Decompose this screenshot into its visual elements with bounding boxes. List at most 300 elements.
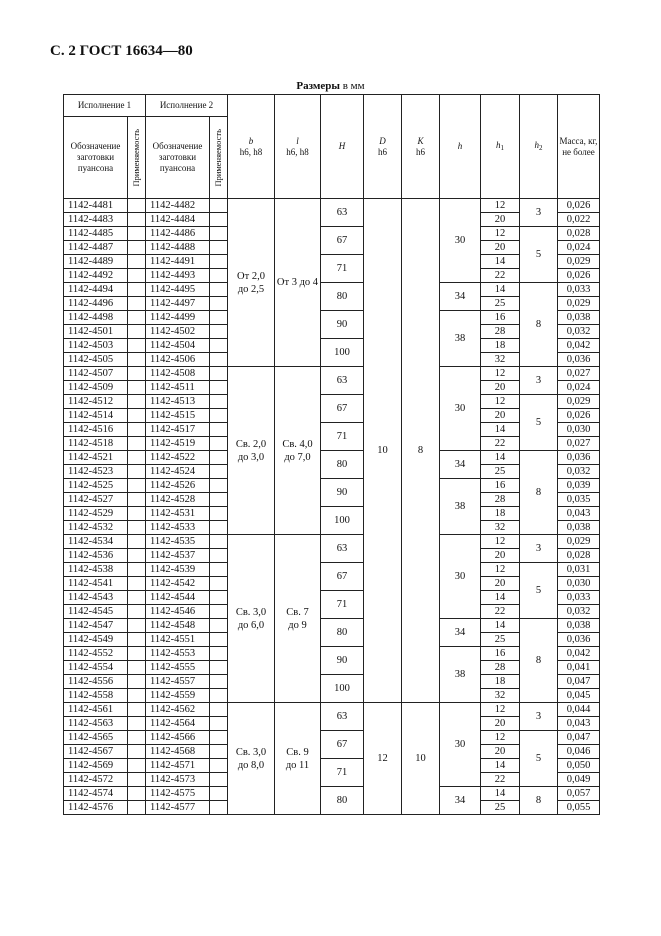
cell-h: 34 (440, 787, 481, 815)
cell-H: 90 (321, 311, 364, 339)
cell-h1: 22 (481, 269, 520, 283)
exec2-applicability (210, 731, 228, 745)
cell-mass: 0,057 (558, 787, 600, 801)
cell-h1: 18 (481, 339, 520, 353)
exec1-applicability (128, 353, 146, 367)
exec2-applicability (210, 269, 228, 283)
exec1-code: 1142-4561 (64, 703, 128, 717)
exec2-applicability (210, 479, 228, 493)
exec2-code: 1142-4566 (146, 731, 210, 745)
cell-H: 80 (321, 451, 364, 479)
exec1-applicability (128, 633, 146, 647)
cell-mass: 0,039 (558, 479, 600, 493)
cell-H: 80 (321, 619, 364, 647)
exec1-code: 1142-4527 (64, 493, 128, 507)
exec1-code: 1142-4481 (64, 199, 128, 213)
cell-h1: 20 (481, 241, 520, 255)
header-H (321, 95, 364, 199)
exec2-code: 1142-4544 (146, 591, 210, 605)
cell-h1: 12 (481, 395, 520, 409)
exec1-applicability (128, 213, 146, 227)
exec1-code: 1142-4512 (64, 395, 128, 409)
exec1-code: 1142-4521 (64, 451, 128, 465)
cell-mass: 0,028 (558, 549, 600, 563)
cell-mass: 0,022 (558, 213, 600, 227)
exec1-applicability (128, 535, 146, 549)
exec1-code: 1142-4514 (64, 409, 128, 423)
table-row (64, 703, 600, 717)
exec1-code: 1142-4556 (64, 675, 128, 689)
cell-H: 90 (321, 647, 364, 675)
cell-h2: 5 (520, 731, 558, 787)
exec1-applicability (128, 311, 146, 325)
cell-mass: 0,044 (558, 703, 600, 717)
cell-h1: 14 (481, 283, 520, 297)
exec1-applicability (128, 591, 146, 605)
exec1-code: 1142-4518 (64, 437, 128, 451)
exec1-applicability (128, 689, 146, 703)
exec1-applicability (128, 549, 146, 563)
exec1-code: 1142-4485 (64, 227, 128, 241)
exec1-applicability (128, 367, 146, 381)
cell-H: 71 (321, 255, 364, 283)
exec1-code: 1142-4487 (64, 241, 128, 255)
exec1-applicability (128, 423, 146, 437)
exec2-code: 1142-4491 (146, 255, 210, 269)
exec1-applicability (128, 731, 146, 745)
exec2-applicability (210, 325, 228, 339)
exec1-applicability (128, 199, 146, 213)
cell-mass: 0,029 (558, 297, 600, 311)
cell-H: 67 (321, 395, 364, 423)
exec1-code: 1142-4572 (64, 773, 128, 787)
cell-h1: 14 (481, 759, 520, 773)
cell-h1: 16 (481, 311, 520, 325)
cell-h1: 14 (481, 591, 520, 605)
exec2-applicability (210, 661, 228, 675)
cell-h2: 3 (520, 199, 558, 227)
cell-h1: 32 (481, 689, 520, 703)
cell-h1: 28 (481, 661, 520, 675)
exec2-applicability (210, 605, 228, 619)
table-row (64, 731, 600, 745)
cell-h: 30 (440, 367, 481, 451)
cell-mass: 0,029 (558, 395, 600, 409)
exec2-applicability (210, 493, 228, 507)
exec1-code: 1142-4532 (64, 521, 128, 535)
exec2-applicability (210, 255, 228, 269)
exec2-applicability (210, 213, 228, 227)
header-b-symbol: b (248, 135, 254, 146)
exec2-code: 1142-4535 (146, 535, 210, 549)
exec1-applicability (128, 255, 146, 269)
cell-h1: 22 (481, 437, 520, 451)
exec1-code: 1142-4567 (64, 745, 128, 759)
cell-h1: 14 (481, 255, 520, 269)
cell-H: 71 (321, 423, 364, 451)
cell-mass: 0,047 (558, 731, 600, 745)
exec2-applicability (210, 675, 228, 689)
exec2-code: 1142-4528 (146, 493, 210, 507)
exec2-applicability (210, 619, 228, 633)
cell-mass: 0,047 (558, 675, 600, 689)
header-K (402, 95, 440, 199)
table-row (64, 479, 600, 493)
header-h2-sub: 2 (539, 143, 543, 152)
cell-K: 10 (402, 703, 440, 815)
exec2-code: 1142-4493 (146, 269, 210, 283)
exec1-applicability (128, 409, 146, 423)
cell-b: Св. 3,0 до 8,0 (228, 703, 275, 815)
exec1-applicability (128, 703, 146, 717)
cell-mass: 0,043 (558, 717, 600, 731)
cell-H: 63 (321, 367, 364, 395)
exec1-code: 1142-4483 (64, 213, 128, 227)
cell-h2: 8 (520, 283, 558, 367)
exec1-code: 1142-4569 (64, 759, 128, 773)
header-h2-symbol: h (534, 139, 539, 150)
exec1-code: 1142-4574 (64, 787, 128, 801)
table-row (64, 563, 600, 577)
cell-mass: 0,042 (558, 647, 600, 661)
exec2-code: 1142-4577 (146, 801, 210, 815)
exec2-code: 1142-4495 (146, 283, 210, 297)
exec2-applicability (210, 773, 228, 787)
exec1-applicability (128, 297, 146, 311)
cell-mass: 0,032 (558, 465, 600, 479)
exec1-code: 1142-4545 (64, 605, 128, 619)
table-row (64, 367, 600, 381)
header-D (364, 95, 402, 199)
exec2-applicability (210, 227, 228, 241)
exec1-applicability (128, 339, 146, 353)
exec2-code: 1142-4542 (146, 577, 210, 591)
exec1-applicability (128, 563, 146, 577)
exec1-applicability (128, 647, 146, 661)
cell-h1: 20 (481, 549, 520, 563)
cell-mass: 0,046 (558, 745, 600, 759)
cell-b: Св. 2,0 до 3,0 (228, 367, 275, 535)
exec2-code: 1142-4506 (146, 353, 210, 367)
table-row (64, 311, 600, 325)
header-applicability-2 (210, 117, 228, 199)
exec2-code: 1142-4553 (146, 647, 210, 661)
exec2-code: 1142-4557 (146, 675, 210, 689)
cell-h1: 18 (481, 507, 520, 521)
cell-l: От 3 до 4 (275, 199, 321, 367)
exec1-applicability (128, 619, 146, 633)
exec2-applicability (210, 717, 228, 731)
header-l-symbol: l (296, 135, 299, 146)
cell-h1: 12 (481, 535, 520, 549)
cell-H: 80 (321, 283, 364, 311)
exec2-applicability (210, 367, 228, 381)
table-row (64, 451, 600, 465)
cell-mass: 0,026 (558, 409, 600, 423)
cell-mass: 0,030 (558, 577, 600, 591)
exec1-applicability (128, 787, 146, 801)
exec1-code: 1142-4541 (64, 577, 128, 591)
exec2-code: 1142-4524 (146, 465, 210, 479)
cell-h1: 22 (481, 605, 520, 619)
exec2-code: 1142-4531 (146, 507, 210, 521)
header-D-tol: h6 (378, 146, 387, 157)
exec2-code: 1142-4573 (146, 773, 210, 787)
table-row (64, 395, 600, 409)
cell-h1: 14 (481, 787, 520, 801)
exec2-code: 1142-4508 (146, 367, 210, 381)
exec1-applicability (128, 605, 146, 619)
cell-mass: 0,027 (558, 367, 600, 381)
exec2-applicability (210, 437, 228, 451)
exec1-applicability (128, 521, 146, 535)
header-K-symbol: K (417, 135, 424, 146)
cell-mass: 0,032 (558, 325, 600, 339)
cell-H: 67 (321, 227, 364, 255)
cell-h2: 5 (520, 227, 558, 283)
cell-mass: 0,036 (558, 451, 600, 465)
cell-mass: 0,038 (558, 521, 600, 535)
header-b-tol: h6, h8 (239, 146, 263, 157)
units-caption-bold: Размеры (296, 80, 340, 92)
exec2-code: 1142-4562 (146, 703, 210, 717)
exec2-applicability (210, 563, 228, 577)
cell-h1: 25 (481, 465, 520, 479)
exec1-code: 1142-4576 (64, 801, 128, 815)
cell-h2: 8 (520, 787, 558, 815)
cell-h: 38 (440, 311, 481, 367)
exec2-applicability (210, 507, 228, 521)
header-H-symbol: H (338, 141, 346, 151)
exec2-code: 1142-4502 (146, 325, 210, 339)
cell-h1: 18 (481, 675, 520, 689)
exec1-code: 1142-4498 (64, 311, 128, 325)
cell-b: От 2,0 до 2,5 (228, 199, 275, 367)
header-b (228, 95, 275, 199)
exec2-code: 1142-4571 (146, 759, 210, 773)
exec1-code: 1142-4516 (64, 423, 128, 437)
cell-mass: 0,033 (558, 591, 600, 605)
header-applicability-1 (128, 117, 146, 199)
cell-H: 67 (321, 563, 364, 591)
exec2-code: 1142-4513 (146, 395, 210, 409)
cell-mass: 0,026 (558, 199, 600, 213)
cell-H: 80 (321, 787, 364, 815)
exec2-code: 1142-4486 (146, 227, 210, 241)
cell-h1: 14 (481, 451, 520, 465)
exec2-code: 1142-4559 (146, 689, 210, 703)
cell-h1: 12 (481, 731, 520, 745)
exec2-code: 1142-4482 (146, 199, 210, 213)
exec1-code: 1142-4552 (64, 647, 128, 661)
cell-h1: 32 (481, 353, 520, 367)
cell-mass: 0,043 (558, 507, 600, 521)
cell-H: 63 (321, 535, 364, 563)
exec2-applicability (210, 283, 228, 297)
exec2-code: 1142-4526 (146, 479, 210, 493)
cell-H: 90 (321, 479, 364, 507)
cell-l: Св. 4,0 до 7,0 (275, 367, 321, 535)
cell-mass: 0,030 (558, 423, 600, 437)
exec1-applicability (128, 745, 146, 759)
exec1-applicability (128, 577, 146, 591)
exec2-code: 1142-4539 (146, 563, 210, 577)
exec2-code: 1142-4533 (146, 521, 210, 535)
cell-h1: 25 (481, 633, 520, 647)
exec1-code: 1142-4565 (64, 731, 128, 745)
exec2-applicability (210, 647, 228, 661)
cell-H: 63 (321, 703, 364, 731)
cell-h1: 25 (481, 801, 520, 815)
exec2-applicability (210, 353, 228, 367)
cell-H: 100 (321, 675, 364, 703)
header-h1-symbol: h (496, 139, 501, 150)
header-h2 (520, 95, 558, 199)
header-designation-2: Обозначение заготовки пуансона (146, 117, 210, 199)
exec2-applicability (210, 521, 228, 535)
exec2-applicability (210, 395, 228, 409)
header-applicability-2-text: Применяемость (213, 128, 223, 187)
exec2-code: 1142-4548 (146, 619, 210, 633)
exec1-applicability (128, 269, 146, 283)
cell-H: 67 (321, 731, 364, 759)
cell-K: 8 (402, 199, 440, 703)
cell-h2: 8 (520, 619, 558, 703)
table-body (64, 199, 600, 815)
header-l (275, 95, 321, 199)
exec2-code: 1142-4537 (146, 549, 210, 563)
cell-mass: 0,045 (558, 689, 600, 703)
table-row (64, 535, 600, 549)
exec1-applicability (128, 759, 146, 773)
exec1-code: 1142-4529 (64, 507, 128, 521)
cell-mass: 0,049 (558, 773, 600, 787)
cell-h1: 14 (481, 619, 520, 633)
cell-h1: 16 (481, 479, 520, 493)
exec2-applicability (210, 423, 228, 437)
exec2-applicability (210, 535, 228, 549)
cell-h1: 12 (481, 563, 520, 577)
exec1-applicability (128, 717, 146, 731)
cell-h1: 20 (481, 745, 520, 759)
cell-mass: 0,027 (558, 437, 600, 451)
exec1-code: 1142-4496 (64, 297, 128, 311)
table-row (64, 647, 600, 661)
cell-D: 10 (364, 199, 402, 703)
header-K-tol: h6 (416, 146, 425, 157)
cell-mass: 0,036 (558, 353, 600, 367)
header-h-symbol: h (457, 141, 463, 151)
exec2-code: 1142-4519 (146, 437, 210, 451)
cell-mass: 0,042 (558, 339, 600, 353)
cell-mass: 0,038 (558, 311, 600, 325)
exec2-applicability (210, 199, 228, 213)
table-row (64, 283, 600, 297)
exec2-applicability (210, 311, 228, 325)
exec2-applicability (210, 577, 228, 591)
exec1-code: 1142-4501 (64, 325, 128, 339)
exec1-applicability (128, 507, 146, 521)
table-row (64, 759, 600, 773)
exec2-code: 1142-4546 (146, 605, 210, 619)
exec1-code: 1142-4523 (64, 465, 128, 479)
exec2-applicability (210, 241, 228, 255)
cell-mass: 0,029 (558, 535, 600, 549)
exec2-applicability (210, 549, 228, 563)
exec1-code: 1142-4538 (64, 563, 128, 577)
cell-h1: 32 (481, 521, 520, 535)
cell-mass: 0,028 (558, 227, 600, 241)
exec1-code: 1142-4554 (64, 661, 128, 675)
cell-h: 38 (440, 647, 481, 703)
exec2-applicability (210, 759, 228, 773)
cell-h: 34 (440, 283, 481, 311)
cell-mass: 0,029 (558, 255, 600, 269)
cell-l: Св. 9 до 11 (275, 703, 321, 815)
cell-D: 12 (364, 703, 402, 815)
exec1-applicability (128, 675, 146, 689)
exec2-code: 1142-4515 (146, 409, 210, 423)
exec1-code: 1142-4558 (64, 689, 128, 703)
exec2-applicability (210, 297, 228, 311)
cell-h1: 20 (481, 577, 520, 591)
exec1-code: 1142-4536 (64, 549, 128, 563)
header-l-tol: h6, h8 (286, 146, 309, 157)
exec2-applicability (210, 339, 228, 353)
exec2-code: 1142-4488 (146, 241, 210, 255)
exec2-applicability (210, 409, 228, 423)
exec2-applicability (210, 451, 228, 465)
exec1-applicability (128, 451, 146, 465)
header-exec1: Исполнение 1 (64, 95, 146, 117)
cell-mass: 0,050 (558, 759, 600, 773)
exec2-code: 1142-4522 (146, 451, 210, 465)
table-row (64, 675, 600, 689)
exec1-code: 1142-4525 (64, 479, 128, 493)
exec2-code: 1142-4555 (146, 661, 210, 675)
exec2-code: 1142-4517 (146, 423, 210, 437)
cell-h: 34 (440, 451, 481, 479)
exec1-applicability (128, 381, 146, 395)
cell-mass: 0,033 (558, 283, 600, 297)
units-caption-rest: в мм (339, 80, 365, 92)
table-row (64, 591, 600, 605)
cell-mass: 0,041 (558, 661, 600, 675)
header-designation-1: Обозначение заготовки пуансона (64, 117, 128, 199)
table-row (64, 255, 600, 269)
exec1-applicability (128, 479, 146, 493)
cell-h2: 8 (520, 451, 558, 535)
exec2-code: 1142-4497 (146, 297, 210, 311)
exec1-code: 1142-4494 (64, 283, 128, 297)
cell-h1: 14 (481, 423, 520, 437)
cell-h: 30 (440, 535, 481, 619)
cell-h: 38 (440, 479, 481, 535)
cell-h1: 20 (481, 409, 520, 423)
cell-mass: 0,055 (558, 801, 600, 815)
exec2-applicability (210, 591, 228, 605)
cell-h: 34 (440, 619, 481, 647)
exec1-applicability (128, 325, 146, 339)
exec1-code: 1142-4509 (64, 381, 128, 395)
exec1-code: 1142-4489 (64, 255, 128, 269)
cell-h: 30 (440, 703, 481, 787)
header-D-symbol: D (379, 135, 386, 146)
header-h1-sub: 1 (500, 143, 504, 152)
table-row (64, 619, 600, 633)
exec1-applicability (128, 661, 146, 675)
header-mass: Масса, кг, не более (558, 95, 600, 199)
